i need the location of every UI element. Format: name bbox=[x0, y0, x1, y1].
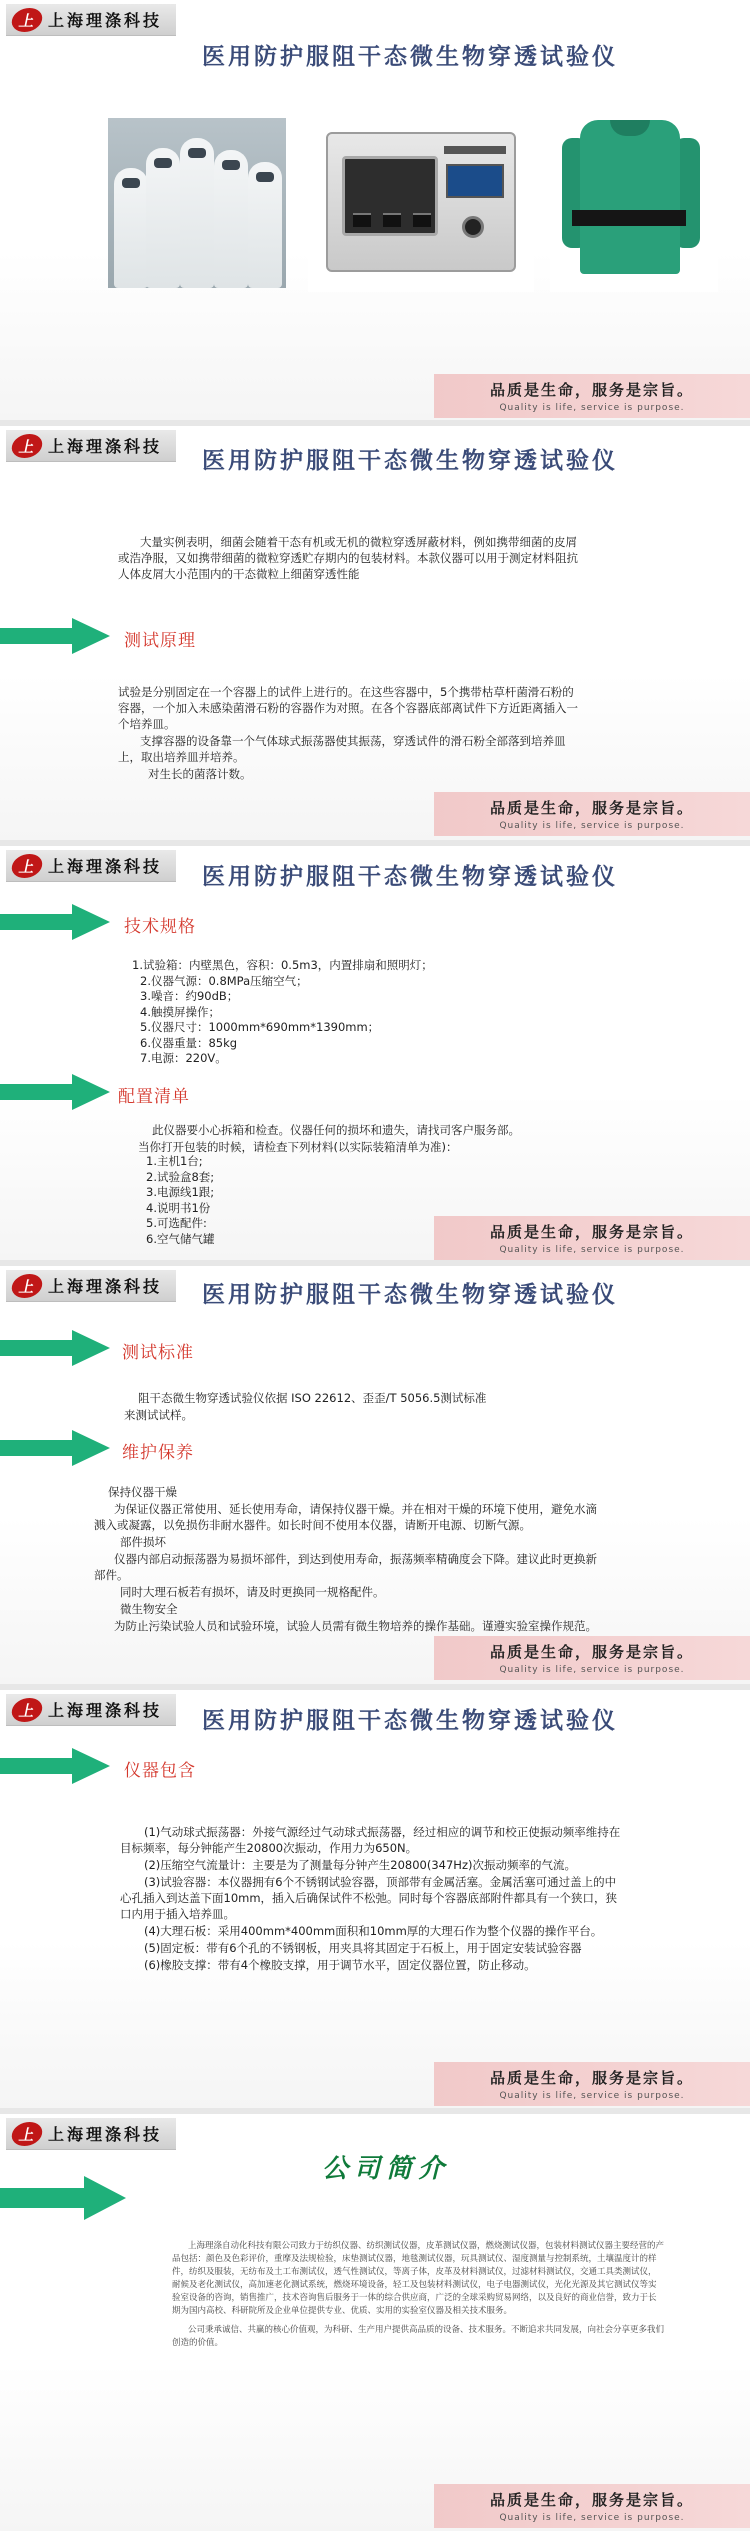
principle-line: 支撑容器的设备靠一个气体球式振荡器使其振荡，穿透试件的滑石粉全部落到培养皿上，取出培养皿并培养。 bbox=[118, 734, 566, 764]
config-item: 6.空气储气罐 bbox=[146, 1231, 215, 1246]
motto-main: 品质是生命，服务是宗旨。 bbox=[489, 1223, 694, 1241]
section-arrow-icon bbox=[0, 1328, 112, 1368]
motto-banner bbox=[434, 792, 750, 836]
standard-text bbox=[124, 1390, 594, 1424]
spec-item: 5.仪器尺寸：1000mm*690mm*1390mm； bbox=[140, 1020, 380, 1034]
maintenance-text bbox=[94, 1484, 598, 1635]
company-paragraph: 公司秉承诚信、共赢的核心价值观，为科研、生产用户提供高品质的设备、技术服务。不断追求共同发展，向社会分享更多我们创造的价值。 bbox=[172, 2325, 665, 2348]
slide-overview bbox=[0, 0, 750, 420]
section-heading-components: 仪器包含 bbox=[124, 1761, 196, 1781]
motto-banner bbox=[434, 2484, 750, 2528]
company-intro-heading: 公司简介 bbox=[321, 2154, 450, 2184]
slide-standards bbox=[0, 1266, 750, 1684]
section-arrow-icon bbox=[0, 616, 112, 656]
logo-mark-icon: 上 bbox=[9, 854, 44, 878]
maintenance-line: 为防止污染试验人员和试验环境，试验人员需有微生物培养的操作基础。谨遵实验室操作规范。 bbox=[114, 1619, 597, 1633]
company-paragraph: 上海理涤自动化科技有限公司致力于纺织仪器、纺织测试仪器，皮革测试仪器，燃烧测试仪器，包装材料测试仪器主要经营的产品包括：颜色及色彩评价，重摩及法规检验，床垫测试仪器，地毯测试仪器，玩具测试仪、湿度测量与控制系统，土壤温度计的样件，纺织及服装，无纺布及土工布测试仪，透气性测试仪，等离子体，皮革及材料测试仪，过滤材料测试仪，交通工具类测试仪，耐候及老化测试仪，高加速老化测试系统，燃烧环境设备，轻工及包装材料测试仪，电子电器测试仪，光化光源及其它测试仪等实验室设备的咨询，销售推广，技术咨询售后服务于一体的综合供应商，广泛的全球采购贸易网络，以及良好的商业信誉，致力于长期为国内高校、科研院所及企业单位提供专业、优质、实用的实验室仪器及相关技术服务。 bbox=[172, 2241, 665, 2316]
page-title: 医用防护服阻干态微生物穿透试验仪 bbox=[202, 43, 618, 70]
motto-main: 品质是生命，服务是宗旨。 bbox=[489, 2069, 694, 2087]
slide-principle bbox=[0, 426, 750, 840]
slide-components bbox=[0, 1690, 750, 2108]
section-heading-config: 配置清单 bbox=[118, 1087, 190, 1107]
instrument-image bbox=[308, 122, 534, 292]
motto-banner bbox=[434, 374, 750, 418]
section-heading-specs: 技术规格 bbox=[124, 917, 196, 937]
motto-sub: Quality is life, service is purpose. bbox=[499, 1245, 685, 1255]
principle-text bbox=[118, 684, 584, 783]
maintenance-line: 保持仪器干燥 bbox=[108, 1485, 177, 1499]
principle-line: 试验是分别固定在一个容器上的试件上进行的。在这些容器中，5个携带枯草杆菌滑石粉的容器，一个加入未感染菌滑石粉的容器作为对照。在各个容器底部离试件下方近距离插入一个培养皿。 bbox=[118, 685, 578, 731]
spec-item: 3.噪音：约90dB； bbox=[140, 989, 239, 1003]
motto-sub: Quality is life, service is purpose. bbox=[499, 1665, 685, 1675]
config-item: 5.可选配件: bbox=[146, 1216, 207, 1230]
motto-main: 品质是生命，服务是宗旨。 bbox=[489, 799, 694, 817]
motto-sub: Quality is life, service is purpose. bbox=[499, 403, 685, 413]
page-title: 医用防护服阻干态微生物穿透试验仪 bbox=[202, 1281, 618, 1308]
spec-item: 1.试验箱：内壁黑色，容积：0.5m3，内置排扇和照明灯； bbox=[132, 958, 433, 972]
maintenance-line: 微生物安全 bbox=[120, 1602, 178, 1616]
component-item: (1)气动球式振荡器：外接气源经过气动球式振荡器，经过相应的调节和校正使振动频率维持在目标频率，每分钟能产生20800次振动，作用力为650N。 bbox=[120, 1825, 621, 1855]
spec-item: 6.仪器重量：85kg bbox=[140, 1035, 238, 1050]
component-item: (2)压缩空气流量计：主要是为了测量每分钟产生20800(347Hz)次振动频率的气流。 bbox=[144, 1858, 576, 1872]
company-logo bbox=[6, 4, 176, 36]
section-heading-principle: 测试原理 bbox=[124, 631, 196, 651]
protective-suits-image bbox=[108, 118, 286, 288]
logo-text: 上海理涤科技 bbox=[48, 1701, 163, 1720]
config-intro bbox=[138, 1122, 588, 1156]
motto-banner bbox=[434, 2062, 750, 2106]
motto-banner bbox=[434, 1636, 750, 1680]
page-title: 医用防护服阻干态微生物穿透试验仪 bbox=[202, 447, 618, 474]
config-item: 2.试验盒8套; bbox=[146, 1169, 215, 1184]
components-text bbox=[120, 1824, 626, 1974]
section-heading-standard: 测试标准 bbox=[122, 1343, 194, 1363]
company-intro-text bbox=[172, 2240, 664, 2350]
logo-mark-icon: 上 bbox=[9, 1698, 44, 1722]
maintenance-line: 仪器内部启动振荡器为易损坏部件，到达到使用寿命，振荡频率精确度会下降。建议此时更换新部件。 bbox=[94, 1552, 597, 1582]
motto-banner bbox=[434, 1216, 750, 1260]
principle-line: 对生长的菌落计数。 bbox=[148, 767, 252, 781]
motto-main: 品质是生命，服务是宗旨。 bbox=[489, 1643, 694, 1661]
motto-sub: Quality is life, service is purpose. bbox=[499, 2513, 685, 2523]
config-intro-line: 当你打开包装的时候，请检查下列材料(以实际装箱清单为准)： bbox=[138, 1140, 458, 1154]
component-item: (4)大理石板：采用400mm*400mm面积和10mm厚的大理石作为整个仪器的操作平台。 bbox=[144, 1924, 603, 1938]
section-arrow-icon bbox=[0, 1072, 112, 1112]
spec-list bbox=[132, 958, 552, 1067]
logo-mark-icon: 上 bbox=[9, 1274, 44, 1298]
surgical-gown-image bbox=[550, 114, 718, 292]
spec-item: 2.仪器气源：0.8MPa压缩空气； bbox=[140, 973, 308, 988]
section-arrow-icon bbox=[0, 1428, 112, 1468]
config-list bbox=[146, 1154, 366, 1247]
logo-text: 上海理涤科技 bbox=[48, 2125, 163, 2144]
component-item: (3)试验容器：本仪器拥有6个不锈钢试验容器，顶部带有金属活塞。金属活塞可通过盖上的中心孔插入到达盖下面10mm，插入后确保试件不松弛。同时每个容器底部附件都具有一个狭口，狭口内用于插入培养皿。 bbox=[120, 1875, 618, 1921]
maintenance-line: 部件损坏 bbox=[120, 1535, 166, 1549]
motto-main: 品质是生命，服务是宗旨。 bbox=[489, 2491, 694, 2509]
spec-item: 4.触摸屏操作； bbox=[140, 1004, 220, 1019]
intro-paragraph: 大量实例表明，细菌会随着干态有机或无机的微粒穿透屏蔽材料，例如携带细菌的皮屑或浩净服，又如携带细菌的微粒穿透贮存期内的包装材料。本款仪器可以用于测定材料阻抗人体皮屑大小范围内的干态微粒上细菌穿透性能 bbox=[118, 535, 578, 581]
maintenance-line: 同时大理石板若有损坏，请及时更换同一规格配件。 bbox=[120, 1585, 385, 1599]
section-heading-maintenance: 维护保养 bbox=[122, 1443, 194, 1463]
logo-mark-icon: 上 bbox=[9, 2122, 44, 2146]
logo-mark-icon: 上 bbox=[9, 434, 44, 458]
section-arrow-icon bbox=[0, 1746, 112, 1786]
component-item: (5)固定板：带有6个孔的不锈钢板，用夹具将其固定于石板上，用于固定安装试验容器 bbox=[144, 1941, 582, 1955]
config-item: 1.主机1台; bbox=[146, 1154, 203, 1168]
logo-text: 上海理涤科技 bbox=[48, 437, 163, 456]
logo-text: 上海理涤科技 bbox=[48, 857, 163, 876]
config-item: 3.电源线1跟; bbox=[146, 1185, 215, 1199]
company-logo bbox=[6, 2118, 176, 2150]
motto-sub: Quality is life, service is purpose. bbox=[499, 821, 685, 831]
logo-text: 上海理涤科技 bbox=[48, 1277, 163, 1296]
page-title: 医用防护服阻干态微生物穿透试验仪 bbox=[202, 863, 618, 890]
component-item: (6)橡胶支撑：带有4个橡胶支撑，用于调节水平，固定仪器位置，防止移动。 bbox=[144, 1958, 536, 1972]
logo-text: 上海理涤科技 bbox=[48, 11, 163, 30]
maintenance-line: 为保证仪器正常使用、延长使用寿命，请保持仪器干燥。并在相对干燥的环境下使用，避免水滴溅入或凝露，以免损伤非耐水器件。如长时间不使用本仪器，请断开电源、切断气源。 bbox=[94, 1502, 597, 1532]
motto-sub: Quality is life, service is purpose. bbox=[499, 2091, 685, 2101]
slide-specs bbox=[0, 846, 750, 1260]
config-intro-line: 此仪器要小心拆箱和检查。仪器任何的损坏和遗失，请找司客户服务部。 bbox=[152, 1123, 520, 1137]
config-item: 4.说明书1份 bbox=[146, 1200, 211, 1215]
page-title: 医用防护服阻干态微生物穿透试验仪 bbox=[202, 1707, 618, 1734]
motto-main: 品质是生命，服务是宗旨。 bbox=[489, 381, 694, 399]
section-arrow-icon bbox=[0, 2174, 128, 2222]
logo-mark-icon: 上 bbox=[9, 8, 44, 32]
slide-company bbox=[0, 2114, 750, 2531]
standard-line: 阻干态微生物穿透试验仪依据 ISO 22612、歪歪/T 5056.5测试标准 bbox=[138, 1391, 487, 1405]
standard-line: 来测试试样。 bbox=[124, 1408, 193, 1422]
spec-item: 7.电源：220V。 bbox=[140, 1051, 227, 1065]
section-arrow-icon bbox=[0, 902, 112, 942]
